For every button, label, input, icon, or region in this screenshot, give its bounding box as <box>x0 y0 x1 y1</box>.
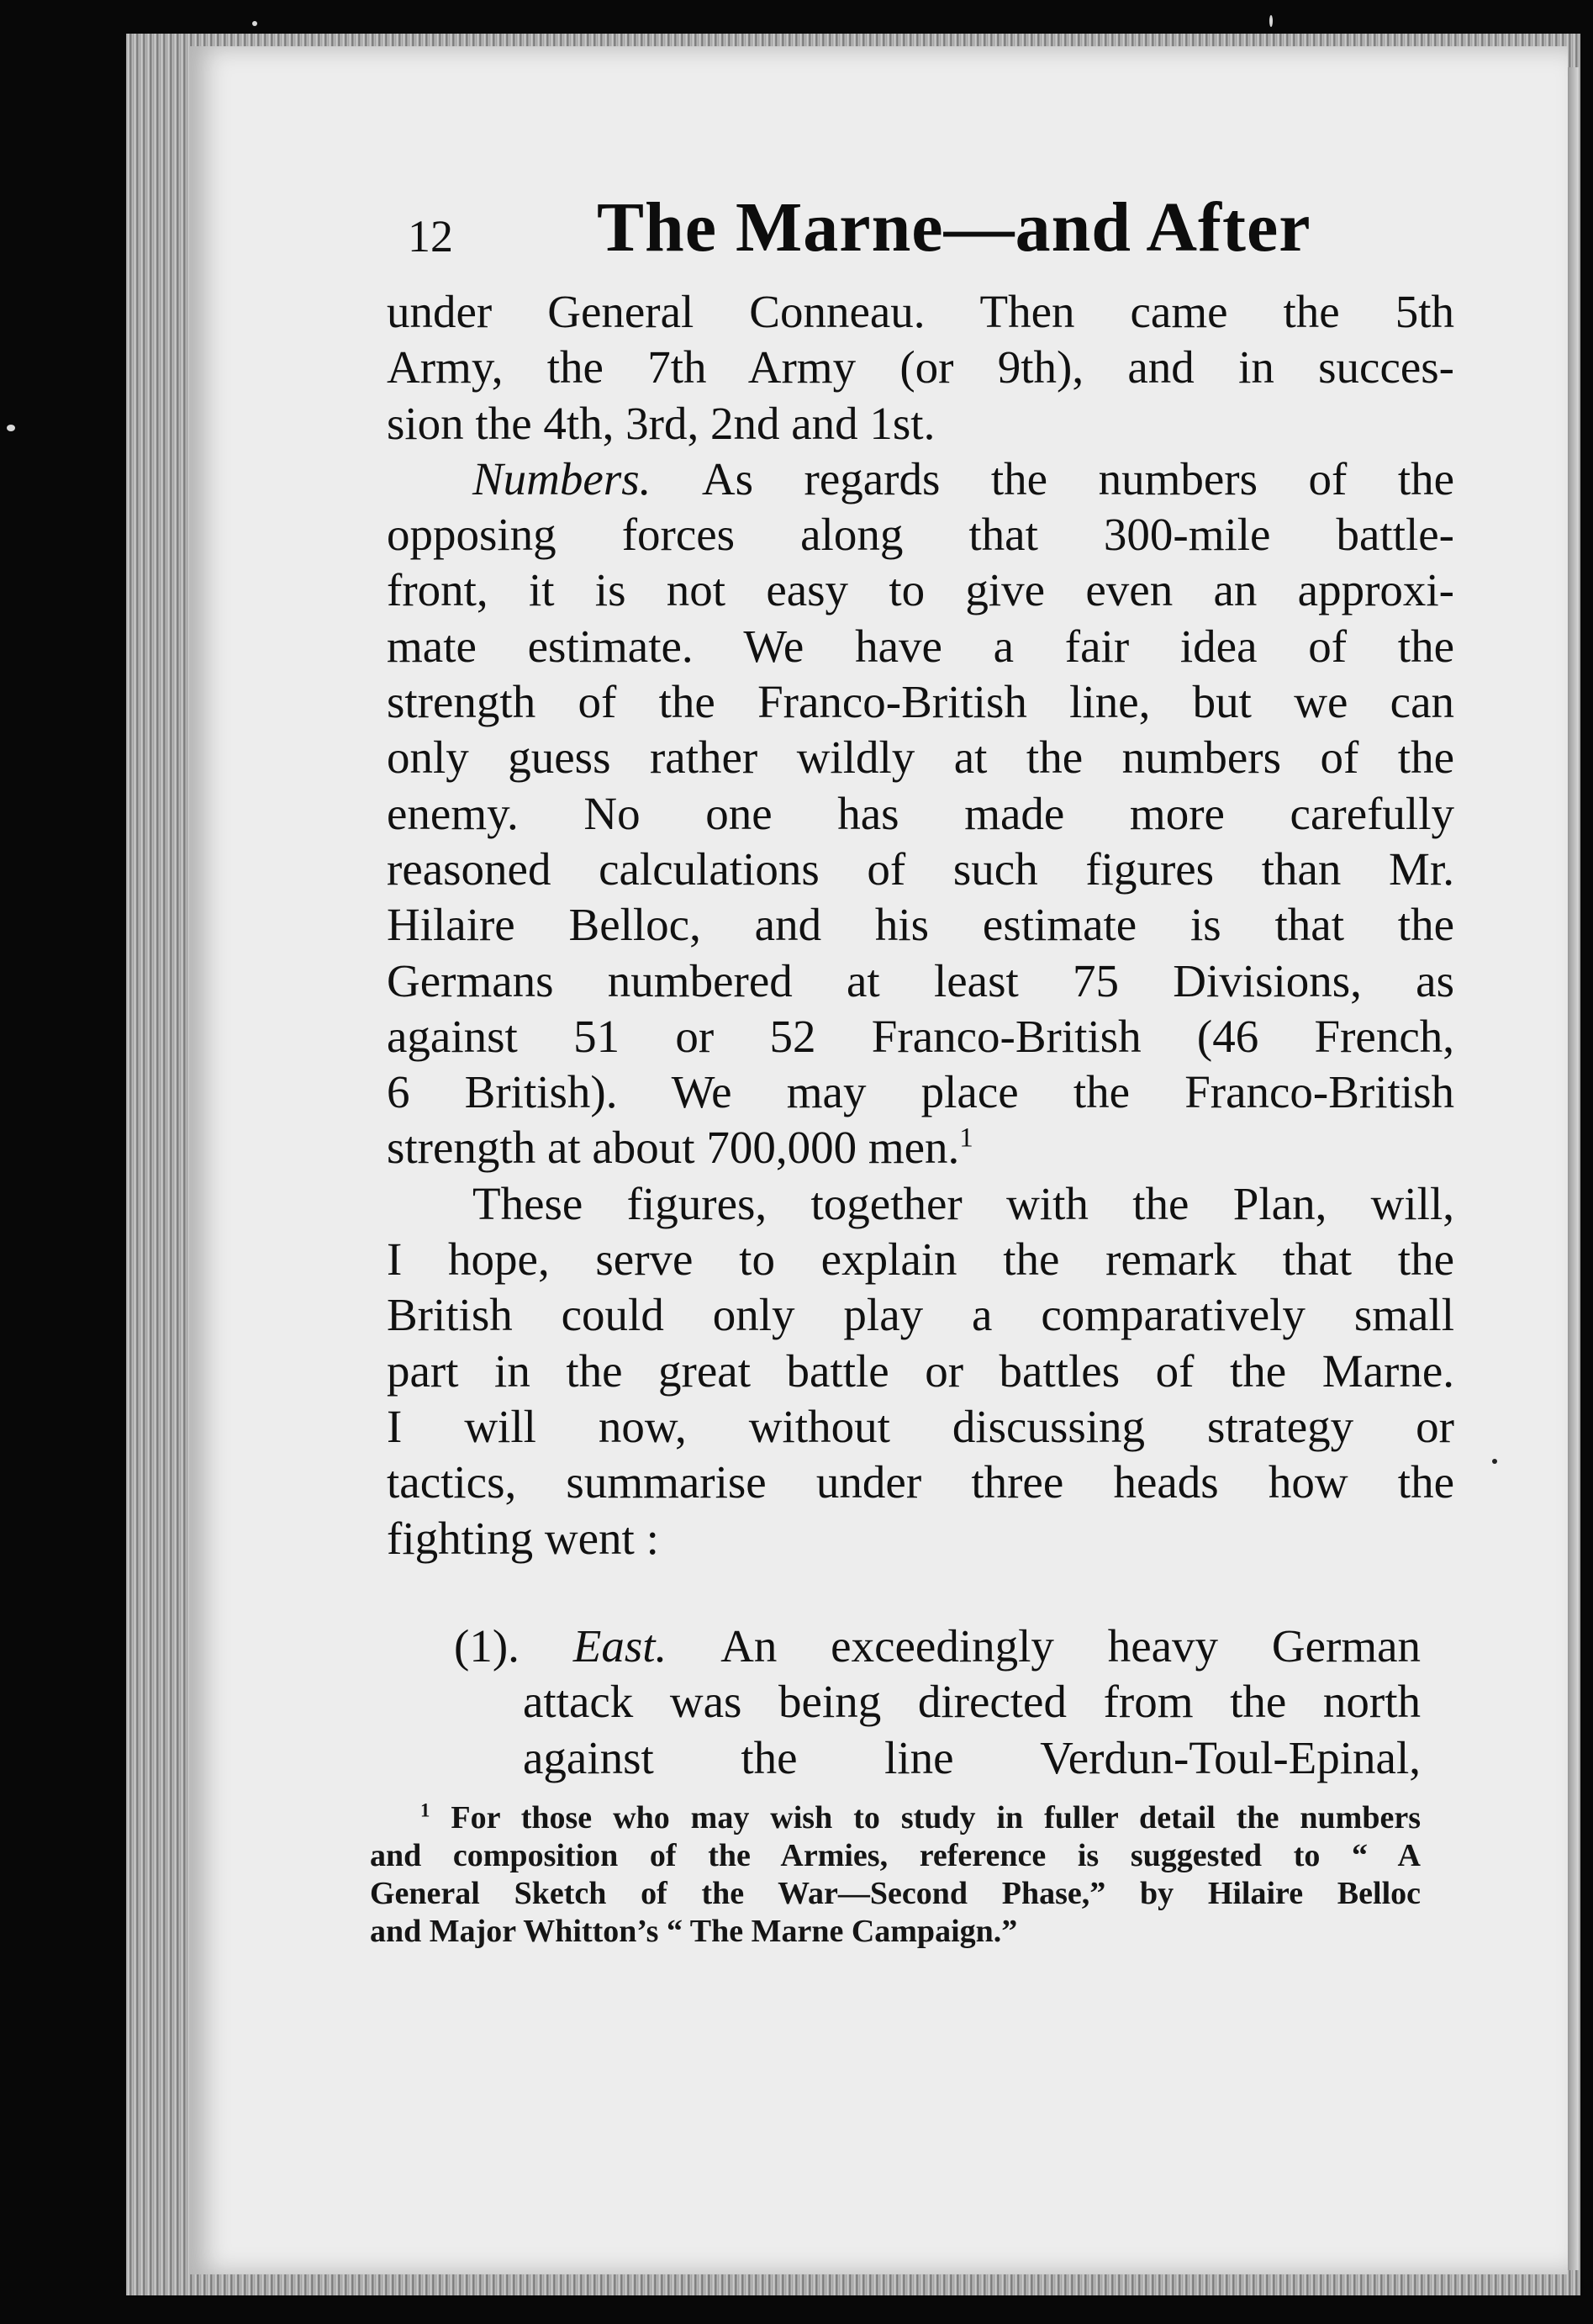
footnote-line: and composition of the Armies, reference is suggested to “ A <box>370 1838 1421 1873</box>
body-text <box>387 284 1454 1566</box>
list-heading: East. <box>572 1620 667 1672</box>
dust-speck <box>252 21 257 26</box>
dust-speck <box>1492 1459 1497 1464</box>
list-first-line <box>454 1619 1421 1674</box>
list-line: attack was being directed from the north <box>523 1676 1421 1728</box>
text-line: I will now, without discussing strategy or <box>387 1400 1454 1452</box>
footnote-line: General Sketch of the War—Second Phase,” by Hilaire Belloc <box>370 1876 1421 1911</box>
footnote-mark: 1 <box>420 1799 430 1821</box>
text-line <box>387 1120 1454 1175</box>
text-line: I hope, serve to explain the remark that the <box>387 1233 1454 1286</box>
list-first-line-text: An exceedingly heavy German <box>720 1620 1422 1672</box>
text-line: mate estimate. We have a fair idea of the <box>387 620 1454 672</box>
numbers-last-line-text: strength at about 700,000 men. <box>387 1122 960 1174</box>
text-line: tactics, summarise under three heads how the <box>387 1456 1454 1508</box>
dust-speck <box>1269 15 1273 27</box>
text-line: These figures, together with the Plan, will, <box>472 1177 1454 1229</box>
page-number: 12 <box>408 211 453 261</box>
text-line: opposing forces along that 300-mile battle- <box>387 509 1454 561</box>
footnote-reference: 1 <box>959 1123 973 1154</box>
text-line: Hilaire Belloc, and his estimate is that the <box>387 899 1454 951</box>
text-line: only guess rather wildly at the numbers of the <box>387 732 1454 784</box>
numbers-first-line-text: As regards the numbers of the <box>701 452 1455 504</box>
text-line: 6 British). We may place the Franco-British <box>387 1066 1454 1118</box>
footnote-first-line-text: For those who may wish to study in fuller detail the numbers <box>451 1800 1421 1835</box>
dust-speck <box>7 425 15 431</box>
numbers-heading: Numbers. <box>472 452 651 504</box>
page-header <box>408 188 1316 277</box>
list-line: against the line Verdun-Toul-Epinal, <box>523 1731 1421 1783</box>
footnote-first-line <box>370 1799 1421 1837</box>
paragraph-numbers-first-line <box>387 452 1454 507</box>
text-line: sion the 4th, 3rd, 2nd and 1st. <box>387 397 936 449</box>
numbered-list-item <box>454 1619 1421 1786</box>
text-line: enemy. No one has made more carefully <box>387 787 1454 839</box>
text-line: front, it is not easy to give even an approxi- <box>387 564 1454 616</box>
text-line: against 51 or 52 Franco-British (46 French, <box>387 1010 1454 1062</box>
text-line: under General Conneau. Then came the 5th <box>387 286 1454 337</box>
text-line: reasoned calculations of such figures than Mr. <box>387 842 1454 895</box>
running-title: The Marne—and After <box>597 188 1311 267</box>
list-marker: (1). <box>454 1620 520 1672</box>
text-line: strength of the Franco-British line, but we can <box>387 676 1454 728</box>
text-line: Army, the 7th Army (or 9th), and in succes- <box>387 341 1454 393</box>
text-line: British could only play a comparatively small <box>387 1289 1454 1341</box>
text-line: fighting went : <box>387 1512 659 1564</box>
footnote <box>370 1799 1421 1951</box>
text-line: part in the great battle or battles of the Marne. <box>387 1344 1454 1397</box>
footnote-line: and Major Whitton’s “ The Marne Campaign.” <box>370 1914 1018 1949</box>
text-line: Germans numbered at least 75 Divisions, as <box>387 954 1454 1006</box>
